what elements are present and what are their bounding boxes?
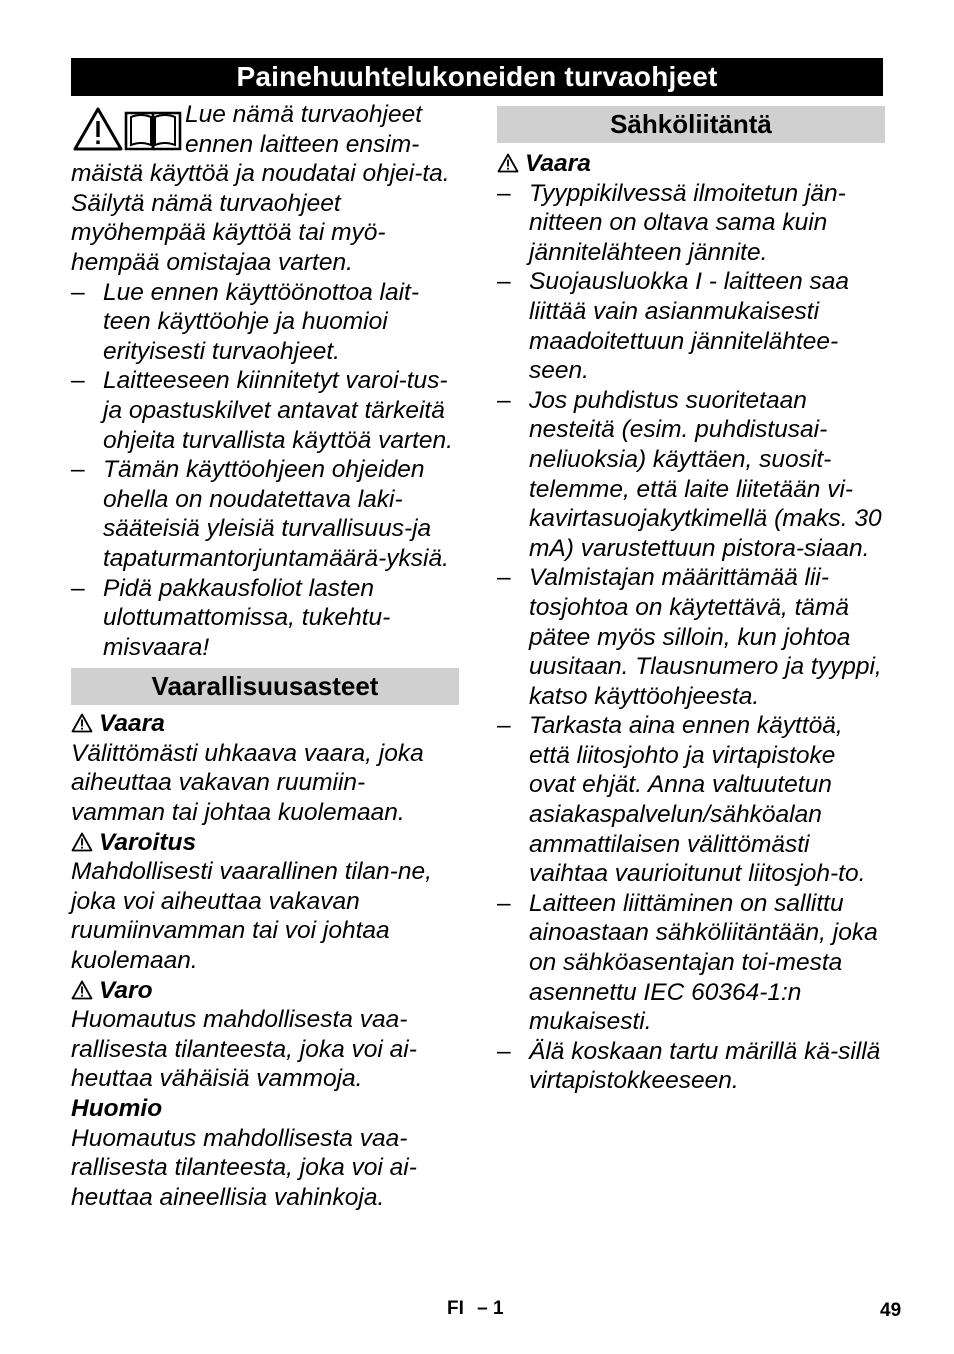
list-item: – Laitteen liittäminen on sallittu ainoastaan sähköliitäntään, joka on sähköasentajan toi-mesta asennettu IEC 60364-1:n mukaisesti. (497, 889, 878, 1036)
hazard-label: Vaara (71, 709, 459, 739)
footer-language-page (447, 1298, 504, 1320)
list-item: – Pidä pakkausfoliot lasten ulottumattomissa, tukehtu-misvaara! (71, 574, 391, 661)
page-title: Painehuuhtelukoneiden turvaohjeet (71, 58, 883, 96)
list-item: – Tämän käyttöohjeen ohjeiden ohella on noudatettava laki-sääteisiä yleisiä turvallisuus-ja tapaturmantorjuntamäärä-yksiä. (71, 456, 449, 572)
hazard-description: Mahdollisesti vaarallinen tilan-ne, joka voi aiheuttaa vakavan ruumiinvamman tai voi johtaa kuolemaan. (71, 858, 432, 975)
list-item: – Tarkasta aina ennen käyttöä, että liitosjohto ja virtapistoke ovat ehjät. Anna valtuutetun asiakaspalvelun/sähköalan ammattilaisen välittömästi vaihtaa vaurioitunut liitosjoh-to. (497, 712, 866, 888)
footer-language: FI (447, 1298, 464, 1319)
bullet-dash: – (497, 179, 511, 207)
intro-text-rest: mäistä käyttöä ja noudatai ohjei-ta. Säilytä nämä turvaohjeet myöhempää käyttöä tai myö-hempää omistajaa varten. (71, 160, 450, 276)
hazard-label: Varoitus (71, 828, 459, 858)
intro-text-first: Lue nämä turvaohjeet ennen laitteen ensim- (185, 101, 422, 158)
warning-triangle-icon (497, 153, 519, 173)
footer-sub-page: – 1 (477, 1298, 504, 1319)
bullet-dash: – (497, 268, 511, 296)
bullet-dash: – (497, 712, 511, 740)
list-item: – Lue ennen käyttöönottoa lait-teen käyttöohje ja huomioi erityisesti turvaohjeet. (71, 278, 420, 365)
bullet-dash: – (497, 386, 511, 414)
list-item: – Tyyppikilvessä ilmoitetun jän-nitteen on oltava sama kuin jännitelähteen jännite. (497, 179, 846, 266)
note-label: Huomio (71, 1095, 163, 1122)
hazard-label: Varo (71, 976, 459, 1006)
warning-triangle-icon (71, 832, 93, 852)
bullet-dash: – (71, 574, 85, 602)
note-description: Huomautus mahdollisesta vaa-rallisesta tilanteesta, joka voi ai-heuttaa aineellisia vahinkoja. (71, 1124, 417, 1211)
warning-triangle-icon (75, 109, 121, 149)
read-manual-icons (71, 104, 185, 159)
bullet-dash: – (497, 889, 511, 917)
bullet-dash: – (497, 1037, 511, 1065)
warning-triangle-icon (71, 980, 93, 1000)
list-item: – Jos puhdistus suoritetaan nesteitä (esim. puhdistusai-neliuoksia) käyttäen, suosit-telemme, että laite liitetään vi-kavirtasuojakytkimellä (maks. 30 mA) varustettuun pistora-siaan. (497, 386, 882, 562)
manual-book-icon (126, 113, 180, 149)
warning-triangle-icon (71, 713, 93, 733)
bullet-dash: – (71, 367, 85, 395)
list-item: – Laitteeseen kiinnitetyt varoi-tus- ja opastuskilvet antavat tärkeitä ohjeita turvallista käyttöä varten. (71, 367, 453, 454)
list-item: – Suojausluokka I - laitteen saa liittää vain asianmukaisesti maadoitettuun jännitelähtee-seen. (497, 268, 850, 385)
hazard-description: Huomautus mahdollisesta vaa-rallisesta tilanteesta, joka voi ai-heuttaa vähäisiä vammoja. (71, 1006, 417, 1093)
section-heading-electrical: Sähköliitäntä (497, 106, 885, 143)
list-item: – Valmistajan määrittämää lii-tosjohtoa on käytettävä, tämä pätee myös silloin, kun johtoa uusitaan. Tlausnumero ja tyyppi, katso käyttöohjeesta. (497, 564, 882, 710)
bullet-dash: – (497, 564, 511, 592)
hazard-description: Välittömästi uhkaava vaara, joka aiheuttaa vakavan ruumiin-vamman tai johtaa kuolemaan. (71, 739, 424, 827)
hazard-label: Vaara (497, 149, 885, 179)
right-column (497, 106, 885, 1096)
list-item: – Älä koskaan tartu märillä kä-sillä virtapistokkeeseen. (497, 1037, 881, 1095)
bullet-dash: – (71, 456, 85, 484)
page-number: 49 (880, 1300, 902, 1321)
bullet-dash: – (71, 278, 85, 306)
section-heading-hazard-levels: Vaarallisuusasteet (71, 668, 459, 705)
intro-block (71, 100, 459, 278)
left-column (71, 100, 459, 1212)
